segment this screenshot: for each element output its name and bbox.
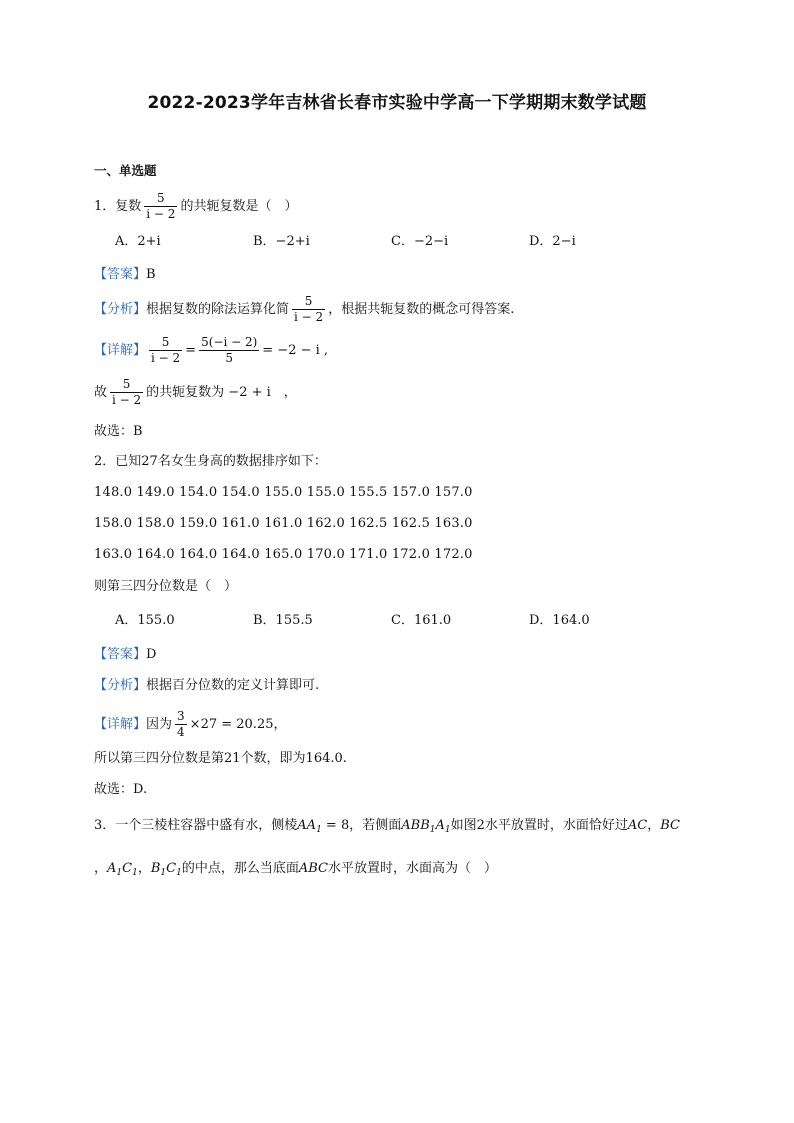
- q3-c1b: C: [166, 861, 177, 876]
- q2-detail-line: [94, 709, 286, 740]
- q1-so-tail: 的共轭复数为 −2 + i ，: [146, 385, 297, 400]
- q1-detail-fraction-1: [149, 335, 182, 366]
- q1-detail-f2-num: 5(−i − 2): [201, 335, 258, 349]
- q1-detail-tail: = −2 − i ,: [262, 343, 329, 358]
- q1-detail-f1-den: i − 2: [151, 351, 181, 365]
- q1-detail-fraction-2: [199, 335, 259, 366]
- q1-detail-line: [94, 335, 328, 366]
- section-heading: 一、单选题: [94, 163, 157, 178]
- q1-answer-tag: 【答案】: [94, 267, 147, 282]
- q1-option-b: B．−2+i: [253, 234, 310, 249]
- q3-face: ABB: [401, 818, 430, 833]
- q1-option-d: D．2−i: [529, 234, 576, 249]
- q1-analysis-fraction: [292, 294, 325, 325]
- q3-text-a: 3．一个三棱柱容器中盛有水，侧棱: [94, 818, 298, 833]
- question-1-stem: [94, 191, 297, 222]
- q2-analysis-tag: 【分析】: [94, 678, 147, 693]
- q1-analysis-line: [94, 294, 514, 325]
- q2-detail-prefix: 因为: [146, 717, 173, 732]
- q3-abc: ABC: [298, 861, 328, 876]
- q1-option-c: C．−2−i: [391, 234, 449, 249]
- q2-detail-frac-num: 3: [177, 709, 185, 723]
- question-2-options: [115, 612, 667, 630]
- q3-face-2-sub: 1: [444, 825, 451, 835]
- q3-b1-sub: 1: [160, 868, 167, 878]
- q1-option-a: A．2+i: [115, 234, 161, 249]
- q3-l2-a: ，: [94, 861, 108, 876]
- q3-text-c: 如图2水平放置时，水面恰好过: [450, 818, 628, 833]
- q2-choose: 故选：D.: [94, 782, 148, 797]
- q3-l2-b: ，: [137, 861, 151, 876]
- q2-detail-fraction: [175, 709, 187, 740]
- q2-answer: D: [146, 647, 157, 662]
- q3-c1b-sub: 1: [176, 868, 182, 878]
- q3-edge-aa1-sub: 1: [316, 825, 322, 835]
- q1-so-fraction: [110, 377, 143, 408]
- q1-answer-line: [94, 266, 156, 284]
- q3-face-sub: 1: [429, 825, 436, 835]
- q1-frac-num: 5: [157, 191, 165, 205]
- q1-prefix: 1．复数: [94, 199, 142, 214]
- q1-so-prefix: 故: [94, 385, 108, 400]
- q1-analysis-tail: ，根据共轭复数的概念可得答案.: [328, 302, 515, 317]
- question-2-stem: 2．已知27名女生身高的数据排序如下：: [94, 454, 327, 469]
- q1-detail-f1-num: 5: [161, 335, 170, 349]
- q1-detail-f2-den: 5: [199, 350, 259, 366]
- q1-analysis-frac-den: i − 2: [294, 310, 324, 324]
- question-3-line-1: [94, 817, 680, 839]
- q2-option-a: A．155.0: [115, 613, 175, 628]
- q3-ac: AC: [627, 818, 648, 833]
- q1-detail-tag: 【详解】: [94, 343, 147, 358]
- q3-a1: A: [107, 861, 117, 876]
- q3-l2-d: 水平放置时，水面高为（ ）: [327, 861, 497, 876]
- q2-detail-tag: 【详解】: [94, 717, 147, 732]
- q3-edge-aa1: AA: [297, 818, 317, 833]
- q3-a1-sub: 1: [116, 868, 123, 878]
- q2-option-c: C．161.0: [391, 613, 452, 628]
- q1-analysis-tag: 【分析】: [94, 302, 147, 317]
- q2-detail-tail: ×27 = 20.25，: [189, 717, 287, 732]
- q2-data-row-1: 148.0 149.0 154.0 154.0 155.0 155.0 155.5 157.0 157.0: [94, 485, 473, 500]
- question-1-options: [115, 233, 667, 251]
- q1-analysis-frac-num: 5: [304, 294, 313, 308]
- q1-analysis-text: 根据复数的除法运算化简: [146, 302, 290, 317]
- q2-analysis-line: [94, 677, 319, 695]
- q2-question: 则第三四分位数是（ ）: [94, 579, 238, 594]
- q2-analysis-text: 根据百分位数的定义计算即可.: [146, 678, 320, 693]
- q1-detail-eq: =: [185, 343, 197, 358]
- q2-data-row-2: 158.0 158.0 159.0 161.0 161.0 162.0 162.5 162.5 163.0: [94, 516, 473, 531]
- q3-text-b: ，若侧面: [349, 818, 402, 833]
- q3-comma: ，: [647, 818, 661, 833]
- q3-face-2: A: [435, 818, 445, 833]
- q1-choose: 故选：B: [94, 424, 143, 439]
- q3-bc: BC: [660, 818, 680, 833]
- q1-so-frac-den: i − 2: [112, 393, 142, 407]
- q2-option-b: B．155.5: [253, 613, 313, 628]
- q1-so-line: [94, 377, 297, 408]
- q2-answer-line: [94, 646, 156, 664]
- q1-so-frac-num: 5: [122, 377, 131, 391]
- document-title: 2022-2023学年吉林省长春市实验中学高一下学期期末数学试题: [147, 93, 647, 113]
- q1-frac-den: i − 2: [146, 207, 176, 221]
- q3-l2-c: 的中点，那么当底面: [181, 861, 299, 876]
- q2-detail-frac-den: 4: [177, 725, 185, 739]
- q3-b1: B: [150, 861, 161, 876]
- question-3-line-2: [94, 860, 497, 882]
- q2-data-row-3: 163.0 164.0 164.0 164.0 165.0 170.0 171.0 172.0 172.0: [94, 547, 473, 562]
- q2-conclusion: 所以第三四分位数是第21个数，即为164.0.: [94, 751, 347, 766]
- q2-option-d: D．164.0: [529, 613, 590, 628]
- q3-eq: = 8: [321, 818, 350, 833]
- q1-fraction: [144, 191, 177, 222]
- q3-c1-sub: 1: [132, 868, 138, 878]
- q2-answer-tag: 【答案】: [94, 647, 147, 662]
- q3-c1: C: [122, 861, 133, 876]
- q1-answer: B: [146, 267, 156, 282]
- q1-suffix: 的共轭复数是（ ）: [180, 199, 298, 214]
